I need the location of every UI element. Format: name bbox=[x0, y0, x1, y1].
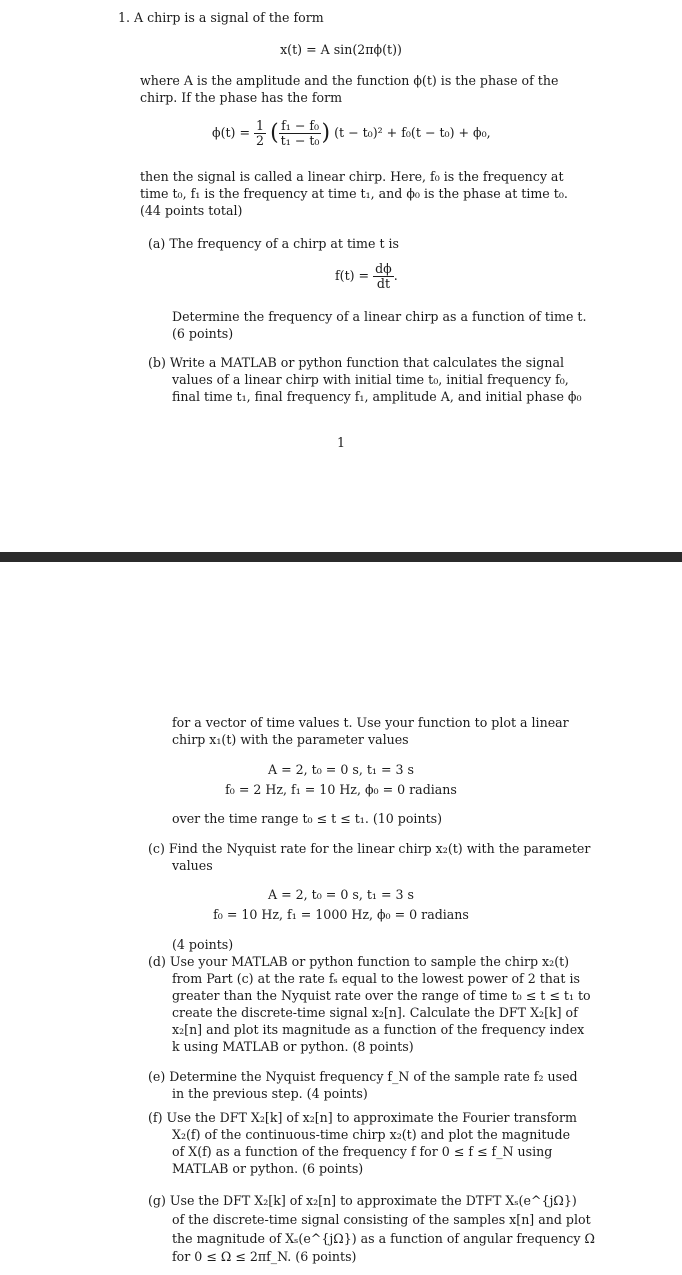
part-f-line-1: (f) Use the DFT X₂[k] of x₂[n] to approximate the Fourier transform bbox=[148, 1110, 577, 1125]
part-d-line-2: from Part (c) at the rate fₛ equal to the lowest power of 2 that is bbox=[172, 971, 580, 986]
signal-equation: x(t) = A sin(2πϕ(t)) bbox=[280, 42, 402, 57]
part-b-line-1: (b) Write a MATLAB or python function that calculates the signal bbox=[148, 355, 564, 370]
part-g-line-3: the magnitude of Xₛ(e^{jΩ}) as a function of angular frequency Ω bbox=[172, 1231, 595, 1246]
part-e-line-2: in the previous step. (4 points) bbox=[172, 1086, 368, 1101]
part-f-line-4: MATLAB or python. (6 points) bbox=[172, 1161, 364, 1176]
part-g-line-1: (g) Use the DFT X₂[k] of x₂[n] to approximate the DTFT Xₛ(e^{jΩ}) bbox=[148, 1193, 577, 1208]
part-g-line-2: of the discrete-time signal consisting of the samples x[n] and plot bbox=[172, 1212, 591, 1227]
derivative-fraction bbox=[373, 262, 394, 291]
freq-fraction bbox=[279, 119, 322, 148]
part-b-params-2: f₀ = 2 Hz, f₁ = 10 Hz, ϕ₀ = 0 radians bbox=[225, 782, 457, 797]
part-b-params-1: A = 2, t₀ = 0 s, t₁ = 3 s bbox=[268, 762, 414, 777]
then-line-3: (44 points total) bbox=[140, 203, 243, 218]
freq-lhs: f(t) = bbox=[335, 268, 370, 283]
part-d-line-3: greater than the Nyquist rate over the range of time t₀ ≤ t ≤ t₁ to bbox=[172, 988, 591, 1003]
phase-equation bbox=[212, 118, 491, 149]
page-number: 1 bbox=[336, 435, 345, 450]
part-b-line-5: chirp x₁(t) with the parameter values bbox=[172, 732, 409, 747]
frequency-equation: f(t) = $\frac{d\phi}{dt}$ . bbox=[335, 261, 398, 291]
part-f-line-3: of X(f) as a function of the frequency f for 0 ≤ f ≤ f_N using bbox=[172, 1144, 553, 1159]
part-c-params-1: A = 2, t₀ = 0 s, t₁ = 3 s bbox=[268, 887, 414, 902]
page-2 bbox=[0, 562, 682, 1275]
then-line-2: time t₀, f₁ is the frequency at time t₁, and ϕ₀ is the phase at time t₀. bbox=[140, 186, 568, 201]
part-f-line-2: X₂(f) of the continuous-time chirp x₂(t) and plot the magnitude bbox=[172, 1127, 571, 1142]
part-e-line-1: (e) Determine the Nyquist frequency f_N of the sample rate f₂ used bbox=[148, 1069, 578, 1084]
deriv-num: dϕ bbox=[375, 261, 392, 276]
part-b-line-3: final time t₁, final frequency f₁, amplitude A, and initial phase ϕ₀ bbox=[172, 389, 582, 404]
open-paren: ( bbox=[270, 120, 279, 146]
part-b-line-4: for a vector of time values t. Use your function to plot a linear bbox=[172, 715, 569, 730]
page-separator bbox=[0, 552, 682, 562]
half-den: 2 bbox=[256, 133, 265, 148]
part-c-line-1: (c) Find the Nyquist rate for the linear chirp x₂(t) with the parameter bbox=[148, 841, 591, 856]
half-fraction bbox=[254, 119, 266, 148]
part-d-line-4: create the discrete-time signal x₂[n]. Calculate the DFT X₂[k] of bbox=[172, 1005, 578, 1020]
freq-frac-num: f₁ − f₀ bbox=[279, 119, 322, 134]
part-d-line-5: x₂[n] and plot its magnitude as a function of the frequency index bbox=[172, 1022, 585, 1037]
deriv-den: dt bbox=[376, 276, 391, 291]
part-g-line-4: for 0 ≤ Ω ≤ 2πf_N. (6 points) bbox=[172, 1249, 357, 1264]
part-a-line-3: (6 points) bbox=[172, 326, 234, 341]
part-c-params-2: f₀ = 10 Hz, f₁ = 1000 Hz, ϕ₀ = 0 radians bbox=[213, 907, 469, 922]
part-a-line-2: Determine the frequency of a linear chirp as a function of time t. bbox=[172, 309, 587, 324]
close-paren: ) bbox=[321, 120, 331, 146]
where-line-1: where A is the amplitude and the function ϕ(t) is the phase of the bbox=[140, 73, 559, 88]
problem-intro: 1. A chirp is a signal of the form bbox=[118, 10, 324, 25]
freq-frac-den: t₁ − t₀ bbox=[280, 133, 320, 148]
part-d-line-6: k using MATLAB or python. (8 points) bbox=[172, 1039, 414, 1054]
page-1 bbox=[0, 0, 682, 552]
part-b-line-6: over the time range t₀ ≤ t ≤ t₁. (10 points) bbox=[172, 811, 443, 826]
part-b-line-2: values of a linear chirp with initial time t₀, initial frequency f₀, bbox=[172, 372, 569, 387]
phase-rest: (t − t₀)² + f₀(t − t₀) + ϕ₀, bbox=[334, 125, 491, 140]
then-line-1: then the signal is called a linear chirp. Here, f₀ is the frequency at bbox=[140, 169, 564, 184]
phase-lhs: ϕ(t) = bbox=[212, 125, 251, 140]
part-a-line-1: (a) The frequency of a chirp at time t is bbox=[148, 236, 399, 251]
part-c-line-3: (4 points) bbox=[172, 937, 234, 952]
where-line-2: chirp. If the phase has the form bbox=[140, 90, 343, 105]
part-c-line-2: values bbox=[172, 858, 213, 873]
half-num: 1 bbox=[256, 118, 265, 133]
part-d-line-1: (d) Use your MATLAB or python function to sample the chirp x₂(t) bbox=[148, 954, 570, 969]
